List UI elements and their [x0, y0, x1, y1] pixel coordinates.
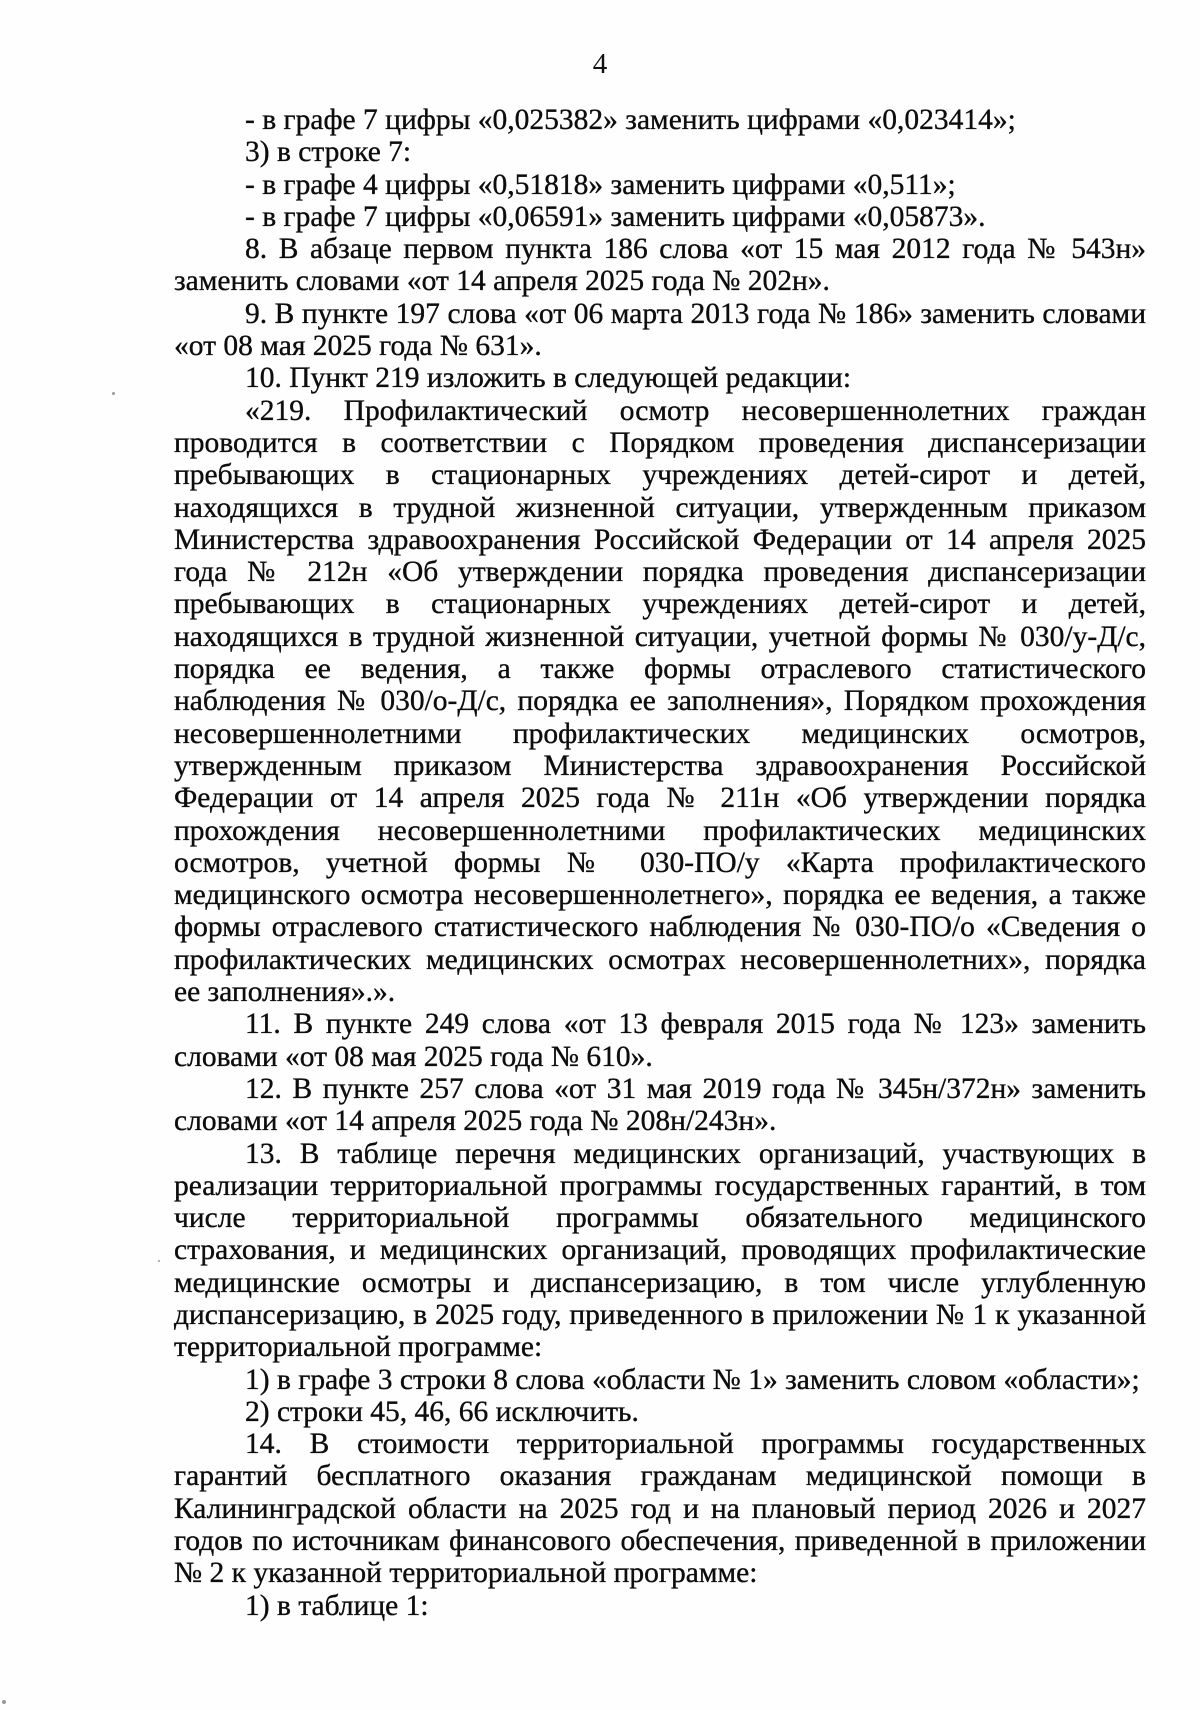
paragraph: 14. В стоимости территориальной программы государственных гарантий бесплатного оказания гражданам медицинской помощи в Калининградской области на 2025 год и на плановый период 2026 и 2027 годов по источникам финансового обеспечения, приведенной в приложении № 2 к указанной территориальной программе:: [174, 1428, 1146, 1590]
paragraph: - в графе 7 цифры «0,025382» заменить цифрами «0,023414»;: [245, 104, 1016, 136]
paragraph: 2) строки 45, 46, 66 исключить.: [245, 1395, 639, 1428]
paragraph: 11. В пункте 249 слова «от 13 февраля 2015 года № 123» заменить словами «от 08 мая 2025 года № 610».: [174, 1008, 1146, 1073]
paragraph: 13. В таблице перечня медицинских организаций, участвующих в реализации территориальной программы государственных гарантий, в том числе территориальной программы обязательного медицинского страхования, и медицинских организаций, проводящих профилактические медицинские осмотры и диспансеризацию, в том числе углубленную диспансеризацию, в 2025 году, приведенного в приложении № 1 к указанной территориальной программе:: [174, 1137, 1146, 1364]
paragraph: - в графе 4 цифры «0,51818» заменить цифрами «0,511»;: [245, 168, 956, 201]
paragraph: 3) в строке 7:: [245, 136, 412, 169]
paragraph: 8. В абзаце первом пункта 186 слова «от 15 мая 2012 года № 543н» заменить словами «от 14 апреля 2025 года № 202н».: [174, 233, 1146, 298]
scan-dot: [158, 1260, 160, 1262]
document-body: [174, 104, 1146, 1622]
page-number: 4: [592, 48, 608, 80]
scan-dot: [112, 392, 115, 395]
paragraph: - в графе 7 цифры «0,06591» заменить цифрами «0,05873».: [245, 200, 986, 233]
scan-dot: [2, 1700, 6, 1704]
paragraph: 10. Пункт 219 изложить в следующей редакции:: [245, 362, 852, 395]
paragraph: 9. В пункте 197 слова «от 06 марта 2013 года № 186» заменить словами «от 08 мая 2025 года № 631».: [174, 297, 1146, 363]
paragraph: 1) в графе 3 строки 8 слова «области № 1» заменить словом «области»;: [245, 1363, 1140, 1396]
paragraph: 12. В пункте 257 слова «от 31 мая 2019 года № 345н/372н» заменить словами «от 14 апреля 2025 года № 208н/243н».: [174, 1072, 1146, 1138]
paragraph: «219. Профилактический осмотр несовершеннолетних граждан проводится в соответствии с Порядком проведения диспансеризации пребывающих в стационарных учреждениях детей-сирот и детей, находящихся в трудной жизненной ситуации, утвержденным приказом Министерства здравоохранения Российской Федерации от 14 апреля 2025 года № 212н «Об утверждении порядка проведения диспансеризации пребывающих в стационарных учреждениях детей-сирот и детей, находящихся в трудной жизненной ситуации, учетной формы № 030/у-Д/с, порядка ее ведения, а также формы отраслевого статистического наблюдения № 030/о-Д/с, порядка ее заполнения», Порядком прохождения несовершеннолетними профилактических медицинских осмотров, утвержденным приказом Министерства здравоохранения Российской Федерации от 14 апреля 2025 года № 211н «Об утверждении порядка прохождения несовершеннолетними профилактических медицинских осмотров, учетной формы № 030-ПО/у «Карта профилактического медицинского осмотра несовершеннолетнего», порядка ее ведения, а также формы отраслевого статистического наблюдения № 030-ПО/о «Сведения о профилактических медицинских осмотрах несовершеннолетних», порядка ее заполнения».».: [174, 394, 1146, 1009]
paragraph: 1) в таблице 1:: [245, 1589, 429, 1622]
